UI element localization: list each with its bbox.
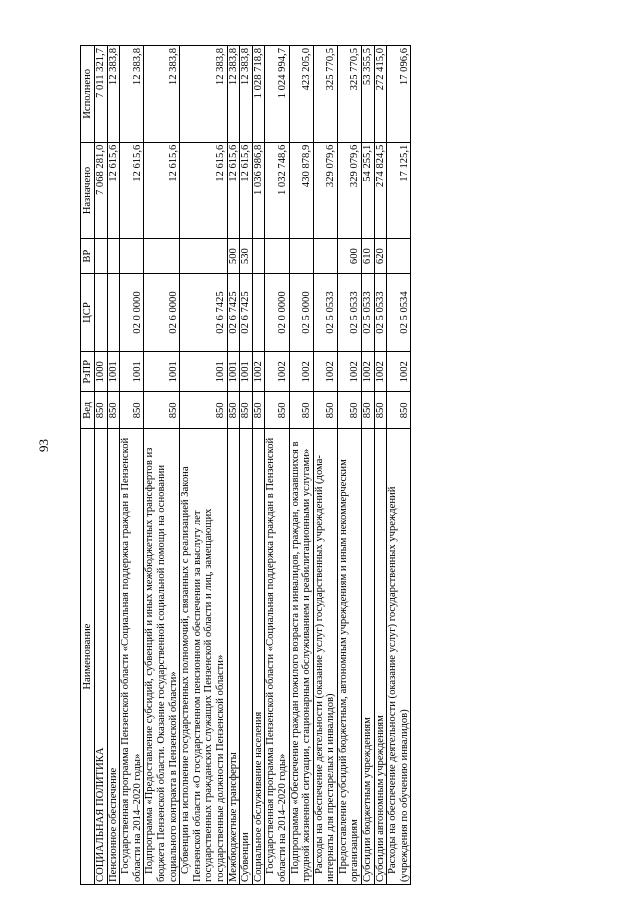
- table-row: [95, 46, 108, 885]
- cell-vr: [120, 239, 144, 274]
- cell-rzpr: 1001: [180, 352, 227, 392]
- cell-ved: 850: [240, 392, 253, 429]
- cell-name: Социальное обслуживание населения: [252, 429, 265, 885]
- cell-ved: 850: [387, 392, 411, 429]
- cell-executed: 53 355,5: [362, 46, 375, 143]
- cell-rzpr: 1002: [252, 352, 265, 392]
- cell-executed: 423 205,0: [289, 46, 313, 143]
- cell-assigned: 329 079,6: [337, 142, 361, 239]
- cell-assigned: 274 824,5: [374, 142, 387, 239]
- cell-vr: [180, 239, 227, 274]
- cell-rzpr: 1001: [227, 352, 240, 392]
- cell-csr: 02 5 0000: [289, 273, 313, 351]
- cell-csr: [107, 273, 120, 351]
- cell-name: СОЦИАЛЬНАЯ ПОЛИТИКА: [95, 429, 108, 885]
- page-number: 93: [36, 439, 51, 452]
- budget-table: [80, 45, 411, 885]
- cell-csr: [252, 273, 265, 351]
- cell-name: Межбюджетные трансферты: [227, 429, 240, 885]
- cell-rzpr: 1002: [374, 352, 387, 392]
- table-row: [313, 46, 337, 885]
- table-row: [265, 46, 289, 885]
- cell-name: Государственная программа Пензенской области «Социальная поддержка граждан в Пензенской области на 2014–2020 годы»: [120, 429, 144, 885]
- cell-csr: 02 6 7425: [180, 273, 227, 351]
- cell-rzpr: 1002: [313, 352, 337, 392]
- cell-executed: 272 415,0: [374, 46, 387, 143]
- table-row: [289, 46, 313, 885]
- header-ved: Вед: [81, 392, 95, 429]
- cell-csr: 02 0 0000: [120, 273, 144, 351]
- table-row: [144, 46, 180, 885]
- cell-assigned: 17 125,1: [387, 142, 411, 239]
- cell-name: Расходы на обеспечение деятельности (оказание услуг) государственных учреждений (учреждения по обучению инвалидов): [387, 429, 411, 885]
- rotated-page: [80, 45, 612, 885]
- cell-vr: 500: [227, 239, 240, 274]
- table-row: [362, 46, 375, 885]
- header-assigned: Назначено: [81, 142, 95, 239]
- cell-ved: 850: [337, 392, 361, 429]
- cell-vr: [252, 239, 265, 274]
- cell-csr: 02 6 7425: [240, 273, 253, 351]
- cell-ved: 850: [265, 392, 289, 429]
- cell-vr: [265, 239, 289, 274]
- cell-vr: [289, 239, 313, 274]
- cell-vr: [107, 239, 120, 274]
- cell-vr: 530: [240, 239, 253, 274]
- table-row: [180, 46, 227, 885]
- cell-rzpr: 1001: [120, 352, 144, 392]
- cell-ved: 850: [120, 392, 144, 429]
- table-row: [387, 46, 411, 885]
- cell-ved: 850: [362, 392, 375, 429]
- cell-executed: 1 024 994,7: [265, 46, 289, 143]
- cell-csr: 02 5 0533: [313, 273, 337, 351]
- cell-rzpr: 1002: [387, 352, 411, 392]
- cell-assigned: 12 615,6: [107, 142, 120, 239]
- header-rzpr: РзПР: [81, 352, 95, 392]
- cell-executed: 12 383,8: [180, 46, 227, 143]
- cell-ved: 850: [95, 392, 108, 429]
- cell-vr: 600: [337, 239, 361, 274]
- cell-name: Подпрограмма «Предоставление субсидий, субвенций и иных межбюджетных трансфертов из бюджета Пензенской области. Оказание государственной социальной помощи на основании социального контракта в Пензенской области»: [144, 429, 180, 885]
- cell-rzpr: 1002: [337, 352, 361, 392]
- cell-rzpr: 1001: [240, 352, 253, 392]
- cell-ved: 850: [180, 392, 227, 429]
- cell-name: Субвенции: [240, 429, 253, 885]
- cell-assigned: 12 615,6: [144, 142, 180, 239]
- cell-csr: 02 6 0000: [144, 273, 180, 351]
- cell-name: Субсидии бюджетным учреждениям: [362, 429, 375, 885]
- table-row: [107, 46, 120, 885]
- table-row: [120, 46, 144, 885]
- cell-executed: 325 770,5: [337, 46, 361, 143]
- cell-vr: [144, 239, 180, 274]
- table-row: [240, 46, 253, 885]
- table-body: [95, 46, 411, 885]
- cell-vr: [95, 239, 108, 274]
- cell-vr: [387, 239, 411, 274]
- table-header-row: [81, 46, 95, 885]
- cell-executed: 7 011 321,7: [95, 46, 108, 143]
- cell-executed: 12 383,8: [107, 46, 120, 143]
- cell-name: Пенсионное обеспечение: [107, 429, 120, 885]
- cell-ved: 850: [374, 392, 387, 429]
- cell-vr: 610: [362, 239, 375, 274]
- cell-executed: 12 383,8: [120, 46, 144, 143]
- cell-assigned: 12 615,6: [180, 142, 227, 239]
- cell-name: Подпрограмма «Обеспечение граждан пожилого возраста и инвалидов, граждан, оказавшихся в трудной жизненной ситуации, стационарным обслуживанием и реабилитационными услугами»: [289, 429, 313, 885]
- cell-executed: 325 770,5: [313, 46, 337, 143]
- cell-assigned: 1 036 986,8: [252, 142, 265, 239]
- cell-csr: 02 5 0534: [387, 273, 411, 351]
- cell-csr: 02 5 0533: [337, 273, 361, 351]
- cell-vr: [313, 239, 337, 274]
- cell-assigned: 12 615,6: [120, 142, 144, 239]
- cell-ved: 850: [227, 392, 240, 429]
- cell-csr: 02 5 0533: [374, 273, 387, 351]
- header-executed: Исполнено: [81, 46, 95, 143]
- cell-executed: 17 096,6: [387, 46, 411, 143]
- header-csr: ЦСР: [81, 273, 95, 351]
- cell-csr: 02 5 0533: [362, 273, 375, 351]
- cell-name: Государственная программа Пензенской области «Социальная поддержка граждан в Пензенской области на 2014–2020 годы»: [265, 429, 289, 885]
- cell-vr: 620: [374, 239, 387, 274]
- cell-executed: 1 028 718,8: [252, 46, 265, 143]
- cell-csr: [95, 273, 108, 351]
- cell-rzpr: 1001: [107, 352, 120, 392]
- cell-assigned: 1 032 748,6: [265, 142, 289, 239]
- cell-assigned: 430 878,9: [289, 142, 313, 239]
- cell-rzpr: 1002: [265, 352, 289, 392]
- header-vr: ВР: [81, 239, 95, 274]
- cell-csr: 02 0 0000: [265, 273, 289, 351]
- cell-assigned: 7 068 281,0: [95, 142, 108, 239]
- table-row: [337, 46, 361, 885]
- cell-ved: 850: [252, 392, 265, 429]
- cell-rzpr: 1002: [362, 352, 375, 392]
- cell-ved: 850: [313, 392, 337, 429]
- cell-rzpr: 1001: [144, 352, 180, 392]
- cell-ved: 850: [144, 392, 180, 429]
- cell-ved: 850: [289, 392, 313, 429]
- table-row: [227, 46, 240, 885]
- cell-name: Расходы на обеспечение деятельности (оказание услуг) государственных учреждений (дома-интернаты для престарелых и инвалидов): [313, 429, 337, 885]
- cell-assigned: 12 615,6: [227, 142, 240, 239]
- cell-executed: 12 383,8: [144, 46, 180, 143]
- cell-assigned: 329 079,6: [313, 142, 337, 239]
- table-row: [252, 46, 265, 885]
- cell-rzpr: 1002: [289, 352, 313, 392]
- cell-executed: 12 383,8: [240, 46, 253, 143]
- cell-executed: 12 383,8: [227, 46, 240, 143]
- cell-name: Субсидии автономным учреждениям: [374, 429, 387, 885]
- table-row: [374, 46, 387, 885]
- cell-name: Предоставление субсидий бюджетным, автономным учреждениям и иным некоммерческим организациям: [337, 429, 361, 885]
- cell-name: Субвенции на исполнение государственных полномочий, связанных с реализацией Закона Пензенской области «О государственном пенсионном обеспечении за выслугу лет государственных гражданских служащих Пензенской области и лиц, замещающих государственные должности Пензенской области»: [180, 429, 227, 885]
- cell-assigned: 12 615,6: [240, 142, 253, 239]
- cell-csr: 02 6 7425: [227, 273, 240, 351]
- cell-rzpr: 1000: [95, 352, 108, 392]
- header-name: Наименование: [81, 429, 95, 885]
- cell-ved: 850: [107, 392, 120, 429]
- cell-assigned: 54 255,1: [362, 142, 375, 239]
